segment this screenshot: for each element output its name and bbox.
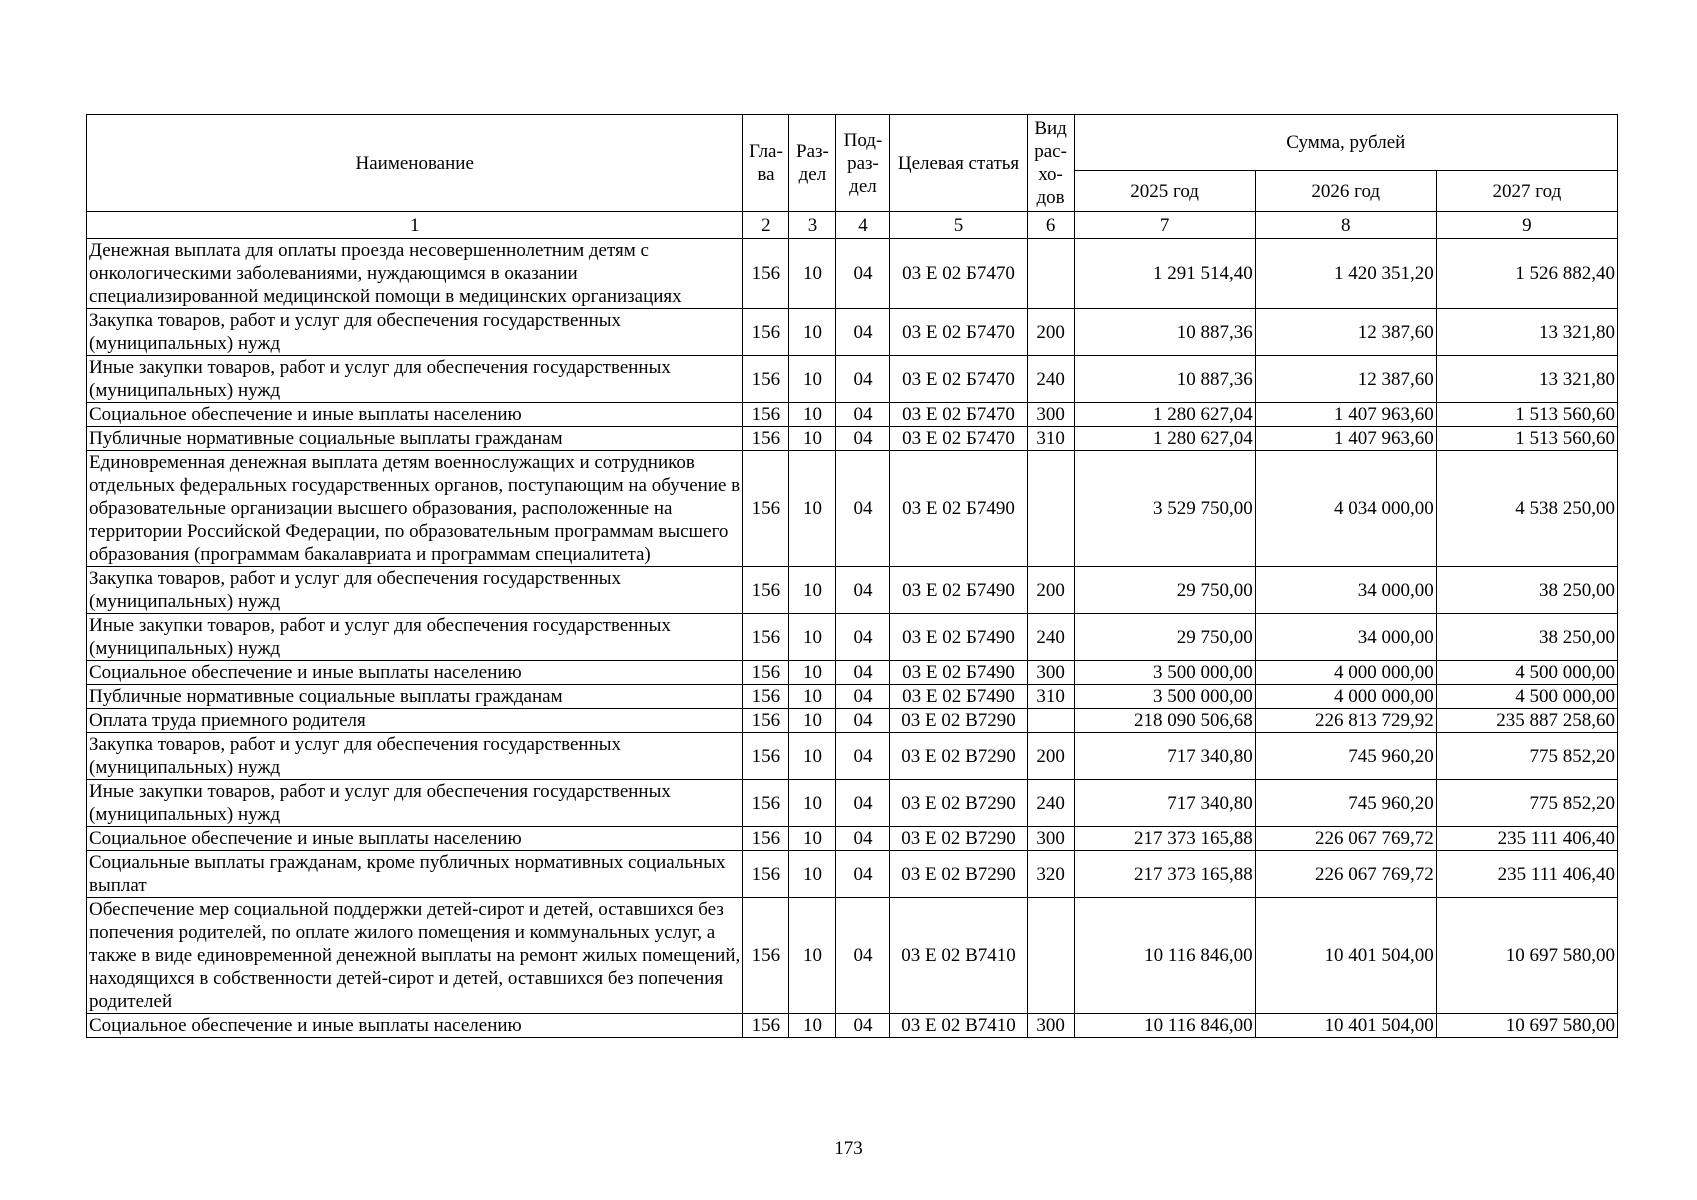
table-body bbox=[87, 239, 1618, 1038]
column-number: 9 bbox=[1436, 212, 1617, 239]
cell-vid-rashodov: 200 bbox=[1027, 309, 1074, 356]
header-razdel: Раз-дел bbox=[789, 115, 836, 212]
table-row bbox=[87, 661, 1618, 685]
cell-vid-rashodov: 300 bbox=[1027, 661, 1074, 685]
cell-podrazdel: 04 bbox=[836, 567, 890, 614]
cell-glava: 156 bbox=[743, 239, 789, 309]
cell-sum-2025: 3 529 750,00 bbox=[1074, 451, 1255, 567]
cell-tselevaya-statya: 03 Е 02 В7410 bbox=[890, 898, 1027, 1014]
cell-razdel: 10 bbox=[789, 403, 836, 427]
cell-glava: 156 bbox=[743, 827, 789, 851]
cell-sum-2026: 12 387,60 bbox=[1255, 356, 1436, 403]
cell-vid-rashodov: 300 bbox=[1027, 1014, 1074, 1038]
cell-sum-2027: 1 513 560,60 bbox=[1436, 403, 1617, 427]
cell-glava: 156 bbox=[743, 685, 789, 709]
cell-sum-2026: 745 960,20 bbox=[1255, 780, 1436, 827]
cell-name: Иные закупки товаров, работ и услуг для обеспечения государственных (муниципальных) нужд bbox=[87, 356, 743, 403]
cell-sum-2025: 217 373 165,88 bbox=[1074, 827, 1255, 851]
cell-vid-rashodov: 320 bbox=[1027, 851, 1074, 898]
cell-tselevaya-statya: 03 Е 02 В7290 bbox=[890, 780, 1027, 827]
cell-name: Социальное обеспечение и иные выплаты населению bbox=[87, 1014, 743, 1038]
cell-sum-2025: 717 340,80 bbox=[1074, 780, 1255, 827]
cell-razdel: 10 bbox=[789, 356, 836, 403]
cell-podrazdel: 04 bbox=[836, 709, 890, 733]
cell-sum-2025: 217 373 165,88 bbox=[1074, 851, 1255, 898]
cell-name: Публичные нормативные социальные выплаты гражданам bbox=[87, 685, 743, 709]
cell-sum-2026: 745 960,20 bbox=[1255, 733, 1436, 780]
cell-razdel: 10 bbox=[789, 685, 836, 709]
cell-name: Единовременная денежная выплата детям военнослужащих и сотрудников отдельных федеральных государственных органов, поступающим на обучение в образовательные организации высшего образования, расположенные на территории Российской Федерации, по образовательным программам высшего образования (программам бакалавриата и программам специалитета) bbox=[87, 451, 743, 567]
cell-sum-2025: 10 116 846,00 bbox=[1074, 898, 1255, 1014]
cell-sum-2026: 1 420 351,20 bbox=[1255, 239, 1436, 309]
cell-sum-2027: 4 500 000,00 bbox=[1436, 685, 1617, 709]
cell-tselevaya-statya: 03 Е 02 Б7470 bbox=[890, 309, 1027, 356]
cell-glava: 156 bbox=[743, 898, 789, 1014]
cell-sum-2025: 218 090 506,68 bbox=[1074, 709, 1255, 733]
cell-razdel: 10 bbox=[789, 567, 836, 614]
cell-tselevaya-statya: 03 Е 02 Б7470 bbox=[890, 403, 1027, 427]
cell-tselevaya-statya: 03 Е 02 В7290 bbox=[890, 827, 1027, 851]
cell-vid-rashodov: 200 bbox=[1027, 733, 1074, 780]
cell-podrazdel: 04 bbox=[836, 827, 890, 851]
cell-razdel: 10 bbox=[789, 614, 836, 661]
cell-sum-2025: 1 291 514,40 bbox=[1074, 239, 1255, 309]
column-number: 3 bbox=[789, 212, 836, 239]
cell-name: Социальное обеспечение и иные выплаты населению bbox=[87, 827, 743, 851]
cell-sum-2025: 717 340,80 bbox=[1074, 733, 1255, 780]
cell-name: Иные закупки товаров, работ и услуг для обеспечения государственных (муниципальных) нужд bbox=[87, 614, 743, 661]
column-number: 2 bbox=[743, 212, 789, 239]
header-year-2026: 2026 год bbox=[1255, 171, 1436, 212]
cell-glava: 156 bbox=[743, 661, 789, 685]
cell-name: Оплата труда приемного родителя bbox=[87, 709, 743, 733]
header-podrazdel: Под-раз-дел bbox=[836, 115, 890, 212]
cell-sum-2025: 29 750,00 bbox=[1074, 614, 1255, 661]
cell-tselevaya-statya: 03 Е 02 В7410 bbox=[890, 1014, 1027, 1038]
cell-glava: 156 bbox=[743, 427, 789, 451]
cell-glava: 156 bbox=[743, 709, 789, 733]
column-number-row bbox=[87, 212, 1618, 239]
cell-sum-2027: 1 526 882,40 bbox=[1436, 239, 1617, 309]
cell-sum-2026: 226 813 729,92 bbox=[1255, 709, 1436, 733]
header-tselevaya-statya: Целевая статья bbox=[890, 115, 1027, 212]
cell-vid-rashodov: 240 bbox=[1027, 614, 1074, 661]
cell-vid-rashodov bbox=[1027, 709, 1074, 733]
cell-podrazdel: 04 bbox=[836, 451, 890, 567]
column-number: 8 bbox=[1255, 212, 1436, 239]
column-number: 1 bbox=[87, 212, 743, 239]
cell-name: Социальное обеспечение и иные выплаты населению bbox=[87, 403, 743, 427]
table-row bbox=[87, 780, 1618, 827]
cell-vid-rashodov bbox=[1027, 898, 1074, 1014]
cell-name: Публичные нормативные социальные выплаты гражданам bbox=[87, 427, 743, 451]
cell-glava: 156 bbox=[743, 451, 789, 567]
table-row bbox=[87, 451, 1618, 567]
cell-sum-2027: 235 111 406,40 bbox=[1436, 827, 1617, 851]
cell-vid-rashodov bbox=[1027, 239, 1074, 309]
cell-sum-2026: 226 067 769,72 bbox=[1255, 851, 1436, 898]
cell-name: Закупка товаров, работ и услуг для обеспечения государственных (муниципальных) нужд bbox=[87, 567, 743, 614]
cell-sum-2025: 10 887,36 bbox=[1074, 309, 1255, 356]
cell-podrazdel: 04 bbox=[836, 403, 890, 427]
table-row bbox=[87, 733, 1618, 780]
cell-sum-2027: 13 321,80 bbox=[1436, 309, 1617, 356]
cell-sum-2025: 3 500 000,00 bbox=[1074, 661, 1255, 685]
cell-sum-2027: 4 500 000,00 bbox=[1436, 661, 1617, 685]
cell-podrazdel: 04 bbox=[836, 614, 890, 661]
cell-name: Социальные выплаты гражданам, кроме публичных нормативных социальных выплат bbox=[87, 851, 743, 898]
cell-sum-2025: 29 750,00 bbox=[1074, 567, 1255, 614]
cell-sum-2026: 4 000 000,00 bbox=[1255, 685, 1436, 709]
cell-sum-2027: 38 250,00 bbox=[1436, 614, 1617, 661]
table-row bbox=[87, 427, 1618, 451]
cell-glava: 156 bbox=[743, 614, 789, 661]
cell-tselevaya-statya: 03 Е 02 Б7490 bbox=[890, 661, 1027, 685]
cell-sum-2026: 34 000,00 bbox=[1255, 567, 1436, 614]
cell-razdel: 10 bbox=[789, 451, 836, 567]
cell-tselevaya-statya: 03 Е 02 Б7490 bbox=[890, 567, 1027, 614]
cell-sum-2026: 4 034 000,00 bbox=[1255, 451, 1436, 567]
cell-podrazdel: 04 bbox=[836, 661, 890, 685]
cell-tselevaya-statya: 03 Е 02 Б7470 bbox=[890, 427, 1027, 451]
cell-glava: 156 bbox=[743, 356, 789, 403]
cell-razdel: 10 bbox=[789, 709, 836, 733]
cell-vid-rashodov bbox=[1027, 451, 1074, 567]
cell-razdel: 10 bbox=[789, 780, 836, 827]
cell-sum-2026: 10 401 504,00 bbox=[1255, 1014, 1436, 1038]
cell-sum-2027: 235 111 406,40 bbox=[1436, 851, 1617, 898]
cell-sum-2025: 1 280 627,04 bbox=[1074, 427, 1255, 451]
cell-sum-2027: 38 250,00 bbox=[1436, 567, 1617, 614]
cell-podrazdel: 04 bbox=[836, 851, 890, 898]
cell-sum-2027: 13 321,80 bbox=[1436, 356, 1617, 403]
cell-sum-2027: 235 887 258,60 bbox=[1436, 709, 1617, 733]
cell-sum-2026: 1 407 963,60 bbox=[1255, 403, 1436, 427]
table-row bbox=[87, 614, 1618, 661]
column-number: 7 bbox=[1074, 212, 1255, 239]
cell-sum-2026: 1 407 963,60 bbox=[1255, 427, 1436, 451]
cell-podrazdel: 04 bbox=[836, 685, 890, 709]
table-row bbox=[87, 709, 1618, 733]
cell-vid-rashodov: 300 bbox=[1027, 827, 1074, 851]
cell-vid-rashodov: 200 bbox=[1027, 567, 1074, 614]
cell-sum-2027: 10 697 580,00 bbox=[1436, 898, 1617, 1014]
cell-glava: 156 bbox=[743, 567, 789, 614]
cell-glava: 156 bbox=[743, 1014, 789, 1038]
cell-glava: 156 bbox=[743, 851, 789, 898]
header-summa: Сумма, рублей bbox=[1074, 115, 1617, 171]
table-row bbox=[87, 356, 1618, 403]
header-glava: Гла-ва bbox=[743, 115, 789, 212]
cell-tselevaya-statya: 03 Е 02 Б7470 bbox=[890, 356, 1027, 403]
cell-sum-2026: 4 000 000,00 bbox=[1255, 661, 1436, 685]
cell-razdel: 10 bbox=[789, 827, 836, 851]
cell-tselevaya-statya: 03 Е 02 В7290 bbox=[890, 733, 1027, 780]
cell-podrazdel: 04 bbox=[836, 733, 890, 780]
cell-name: Социальное обеспечение и иные выплаты населению bbox=[87, 661, 743, 685]
cell-sum-2025: 3 500 000,00 bbox=[1074, 685, 1255, 709]
cell-sum-2027: 775 852,20 bbox=[1436, 780, 1617, 827]
cell-glava: 156 bbox=[743, 309, 789, 356]
cell-razdel: 10 bbox=[789, 427, 836, 451]
cell-razdel: 10 bbox=[789, 661, 836, 685]
cell-sum-2027: 10 697 580,00 bbox=[1436, 1014, 1617, 1038]
cell-razdel: 10 bbox=[789, 851, 836, 898]
table-row bbox=[87, 1014, 1618, 1038]
cell-podrazdel: 04 bbox=[836, 427, 890, 451]
cell-tselevaya-statya: 03 Е 02 В7290 bbox=[890, 851, 1027, 898]
cell-podrazdel: 04 bbox=[836, 309, 890, 356]
cell-glava: 156 bbox=[743, 733, 789, 780]
table-row bbox=[87, 685, 1618, 709]
cell-sum-2026: 34 000,00 bbox=[1255, 614, 1436, 661]
cell-sum-2026: 10 401 504,00 bbox=[1255, 898, 1436, 1014]
cell-razdel: 10 bbox=[789, 733, 836, 780]
table-row bbox=[87, 898, 1618, 1014]
header-year-2025: 2025 год bbox=[1074, 171, 1255, 212]
cell-razdel: 10 bbox=[789, 239, 836, 309]
cell-razdel: 10 bbox=[789, 309, 836, 356]
table-row bbox=[87, 851, 1618, 898]
cell-name: Обеспечение мер социальной поддержки детей-сирот и детей, оставшихся без попечения родителей, по оплате жилого помещения и коммунальных услуг, а также в виде единовременной денежной выплаты на ремонт жилых помещений, находящихся в собственности детей-сирот и детей, оставшихся без попечения родителей bbox=[87, 898, 743, 1014]
cell-podrazdel: 04 bbox=[836, 356, 890, 403]
cell-vid-rashodov: 240 bbox=[1027, 780, 1074, 827]
cell-razdel: 10 bbox=[789, 1014, 836, 1038]
column-number: 4 bbox=[836, 212, 890, 239]
header-name: Наименование bbox=[87, 115, 743, 212]
table-row bbox=[87, 827, 1618, 851]
cell-name: Закупка товаров, работ и услуг для обеспечения государственных (муниципальных) нужд bbox=[87, 733, 743, 780]
cell-vid-rashodov: 240 bbox=[1027, 356, 1074, 403]
table-row bbox=[87, 309, 1618, 356]
cell-sum-2026: 226 067 769,72 bbox=[1255, 827, 1436, 851]
cell-podrazdel: 04 bbox=[836, 780, 890, 827]
cell-glava: 156 bbox=[743, 403, 789, 427]
cell-tselevaya-statya: 03 Е 02 Б7490 bbox=[890, 685, 1027, 709]
column-number: 5 bbox=[890, 212, 1027, 239]
table-row bbox=[87, 239, 1618, 309]
cell-podrazdel: 04 bbox=[836, 898, 890, 1014]
cell-sum-2027: 1 513 560,60 bbox=[1436, 427, 1617, 451]
cell-glava: 156 bbox=[743, 780, 789, 827]
budget-table bbox=[86, 114, 1618, 1038]
page-number: 173 bbox=[834, 1138, 863, 1159]
cell-podrazdel: 04 bbox=[836, 1014, 890, 1038]
cell-name: Закупка товаров, работ и услуг для обеспечения государственных (муниципальных) нужд bbox=[87, 309, 743, 356]
cell-tselevaya-statya: 03 Е 02 Б7490 bbox=[890, 451, 1027, 567]
cell-sum-2027: 4 538 250,00 bbox=[1436, 451, 1617, 567]
header-year-2027: 2027 год bbox=[1436, 171, 1617, 212]
header-vid-rashodov: Вид рас-хо-дов bbox=[1027, 115, 1074, 212]
cell-podrazdel: 04 bbox=[836, 239, 890, 309]
cell-vid-rashodov: 310 bbox=[1027, 427, 1074, 451]
cell-vid-rashodov: 300 bbox=[1027, 403, 1074, 427]
cell-name: Иные закупки товаров, работ и услуг для обеспечения государственных (муниципальных) нужд bbox=[87, 780, 743, 827]
cell-sum-2025: 10 116 846,00 bbox=[1074, 1014, 1255, 1038]
cell-vid-rashodov: 310 bbox=[1027, 685, 1074, 709]
cell-razdel: 10 bbox=[789, 898, 836, 1014]
cell-tselevaya-statya: 03 Е 02 В7290 bbox=[890, 709, 1027, 733]
table-row bbox=[87, 567, 1618, 614]
cell-name: Денежная выплата для оплаты проезда несовершеннолетним детям с онкологическими заболеваниями, нуждающимся в оказании специализированной медицинской помощи в медицинских организациях bbox=[87, 239, 743, 309]
column-number: 6 bbox=[1027, 212, 1074, 239]
cell-tselevaya-statya: 03 Е 02 Б7490 bbox=[890, 614, 1027, 661]
cell-sum-2027: 775 852,20 bbox=[1436, 733, 1617, 780]
cell-sum-2025: 10 887,36 bbox=[1074, 356, 1255, 403]
table-row bbox=[87, 403, 1618, 427]
cell-sum-2026: 12 387,60 bbox=[1255, 309, 1436, 356]
cell-sum-2025: 1 280 627,04 bbox=[1074, 403, 1255, 427]
cell-tselevaya-statya: 03 Е 02 Б7470 bbox=[890, 239, 1027, 309]
